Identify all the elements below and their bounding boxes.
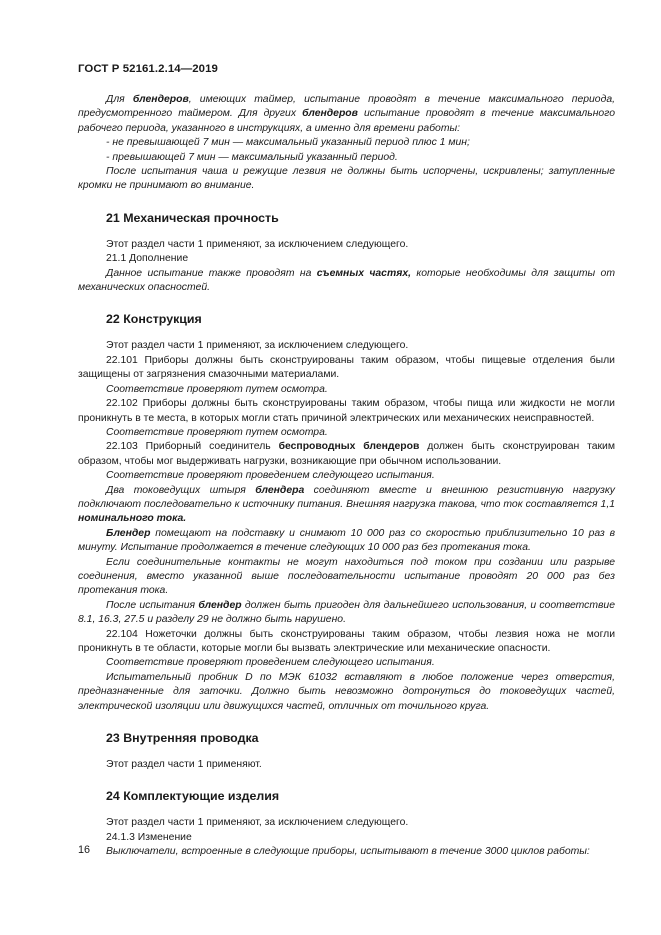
paragraph	[78, 383, 615, 397]
section-heading: 24 Комплектующие изделия	[106, 789, 280, 804]
text-run: 22.103 Приборный соединитель	[106, 441, 279, 453]
text-run: Данное испытание также проводят на	[106, 267, 317, 279]
text-run: Этот раздел части 1 применяют, за исключением следующего.	[106, 340, 409, 352]
paragraph	[78, 484, 615, 527]
text-run: - превышающей 7 мин — максимальный указанный период.	[106, 151, 398, 163]
section-heading: 23 Внутренняя проводка	[106, 731, 259, 746]
text-run: 22.101 Приборы должны быть сконструированы таким образом, чтобы пищевые отделения были защищены от загрязнения смазочными материалами.	[78, 354, 615, 381]
bold-term: съемных частях,	[316, 267, 411, 279]
text-run: После испытания	[106, 599, 199, 611]
paragraph	[78, 267, 615, 296]
text-run: Этот раздел части 1 применяют, за исключением следующего.	[106, 817, 409, 829]
paragraph	[78, 556, 615, 599]
paragraph	[78, 628, 615, 657]
bold-term: блендеров	[302, 108, 358, 120]
text-run: 21.1 Дополнение	[106, 253, 189, 265]
bold-term: беспроводных блендеров	[278, 441, 420, 453]
bold-term: блендеров	[132, 94, 189, 105]
paragraph	[78, 426, 615, 440]
text-run: Два токоведущих штыря	[106, 484, 256, 496]
paragraph	[78, 252, 615, 266]
text-run: Соответствие проверяют проведением следующего испытания.	[106, 470, 435, 482]
text-run: которые необходимы для защиты от механических опасностей.	[78, 267, 615, 294]
paragraph	[78, 599, 615, 628]
paragraph	[78, 831, 615, 845]
text-run: Испытательный пробник D по МЭК 61032 вставляют в любое положение через отверстия, предназначенные для заточки. Должно быть невозможно дотронуться до токоведущих частей, электрической изоляции или движущихся частей, отличных от точильного круга.	[78, 671, 615, 712]
paragraph	[78, 758, 615, 772]
bold-term: Блендер	[106, 527, 151, 539]
paragraph	[78, 165, 615, 194]
paragraph	[78, 93, 615, 136]
text-run: испытание проводят в течение максимального рабочего периода, указанного в инструкциях, а именно для времени работы:	[78, 108, 615, 134]
text-run: должен быть пригоден для дальнейшего использования, и соответствие 8.1, 16.3, 27.5 и разделу 29 не должно быть нарушено.	[78, 599, 615, 626]
text-run: 24.1.3 Изменение	[106, 831, 192, 843]
paragraph	[78, 397, 615, 426]
text-run: 22.102 Приборы должны быть сконструированы таким образом, чтобы пища или жидкости не могли проникнуть в те места, в которых могли стать причиной электрических или механических неисправностей.	[78, 398, 615, 424]
paragraph	[78, 354, 615, 383]
text-run: Этот раздел части 1 применяют.	[106, 759, 262, 771]
paragraph	[78, 238, 615, 252]
paragraph	[78, 339, 615, 353]
text-run: помещают на подставку и снимают 10 000 раз со скоростью приблизительно 10 раз в минуту. Испытание продолжается в течение следующих 10 000 раз без протекания тока.	[78, 527, 615, 554]
text-run: , имеющих таймер, испытание проводят в течение максимального периода, предусмотренного таймером. Для других	[78, 94, 615, 120]
text-run: Для	[106, 94, 133, 105]
document-header: ГОСТ Р 52161.2.14—2019	[78, 63, 218, 75]
paragraph	[78, 816, 615, 830]
text-run: должен быть сконструирован таким образом, чтобы мог выдерживать нагрузки, возникающие при обычном использовании.	[78, 441, 615, 467]
text-run: 22.104 Ножеточки должны быть сконструированы таким образом, чтобы лезвия ножа не могли проникнуть в те области, которые могли бы вызвать электрические или механические опасности.	[78, 628, 615, 654]
paragraph	[78, 527, 615, 556]
paragraph	[78, 136, 615, 150]
bold-term: блендер	[198, 599, 242, 611]
bold-term: номинального тока.	[78, 513, 187, 525]
section-heading: 22 Конструкция	[106, 312, 202, 327]
paragraph	[78, 671, 615, 714]
section-heading: 21 Механическая прочность	[106, 210, 279, 225]
paragraph	[78, 151, 615, 165]
document-body	[78, 93, 615, 860]
page-number: 16	[78, 844, 91, 856]
text-run: Соответствие проверяют проведением следующего испытания.	[106, 657, 435, 669]
paragraph	[78, 440, 615, 469]
text-run: Соответствие проверяют путем осмотра.	[106, 383, 328, 395]
paragraph	[78, 469, 615, 483]
text-run: Если соединительные контакты не могут находиться под током при создании или разрыве соединения, вместо указанной выше последовательности испытание проводят 20 000 раз без протекания тока.	[78, 556, 615, 597]
text-run: После испытания чаша и режущие лезвия не должны быть испорчены, искривлены; затупленные кромки не принимают во внимание.	[78, 166, 615, 192]
bold-term: блендера	[255, 484, 305, 496]
paragraph	[78, 845, 615, 859]
text-run: соединяют вместе и внешнюю резистивную нагрузку подключают последовательно к источнику питания. Внешняя нагрузка такова, что ток составляется 1,1	[78, 484, 615, 510]
text-run: Этот раздел части 1 применяют, за исключением следующего.	[106, 238, 409, 250]
text-run: Выключатели, встроенные в следующие приборы, испытывают в течение 3000 циклов работы:	[106, 846, 590, 858]
text-run: - не превышающей 7 мин — максимальный указанный период плюс 1 мин;	[106, 137, 470, 149]
paragraph	[78, 656, 615, 670]
text-run: Соответствие проверяют путем осмотра.	[106, 426, 328, 438]
